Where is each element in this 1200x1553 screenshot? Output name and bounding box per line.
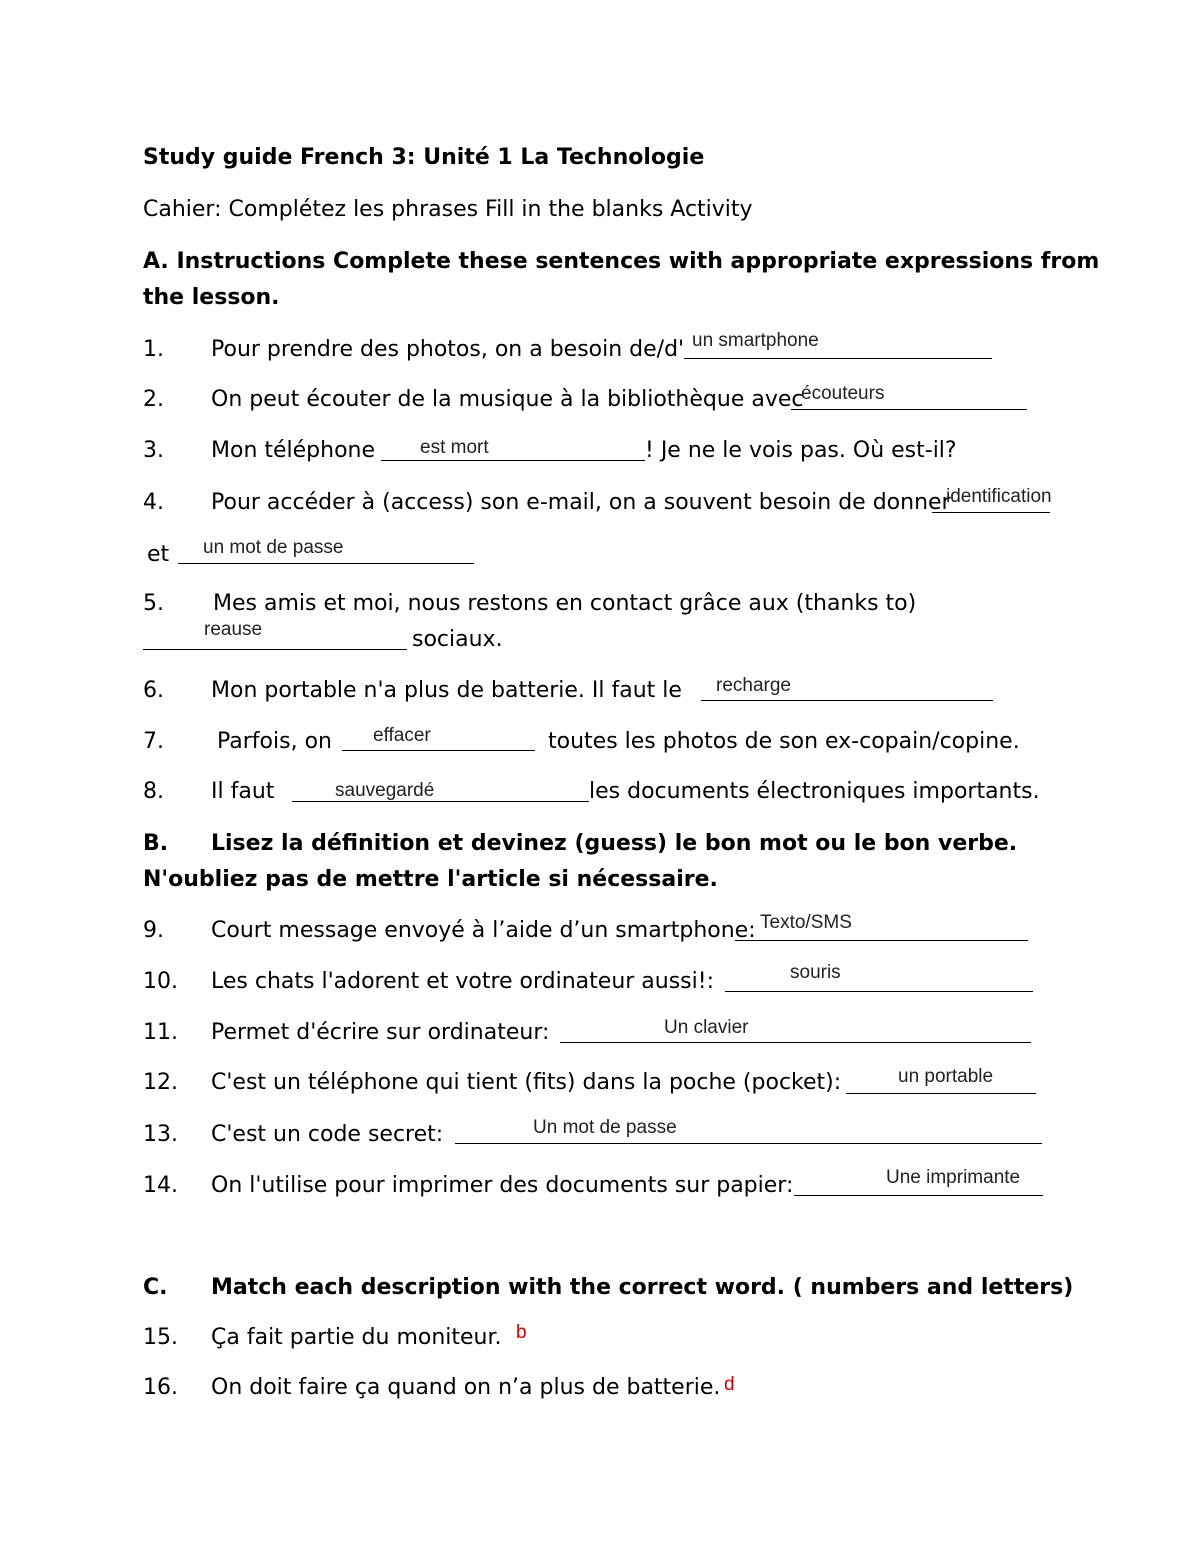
- question-text: Pour prendre des photos, on a besoin de/d': [211, 337, 685, 362]
- answer-blank[interactable]: [143, 649, 407, 650]
- section-b-label: B.: [143, 831, 169, 856]
- answer-field[interactable]: écouteurs: [801, 383, 885, 404]
- answer-blank[interactable]: [701, 700, 993, 701]
- page-title: Study guide French 3: Unité 1 La Technologie: [143, 145, 705, 170]
- answer-blank[interactable]: [178, 563, 474, 564]
- question-text-after: sociaux.: [412, 627, 503, 652]
- answer-blank[interactable]: [932, 512, 1050, 513]
- item-number: 4.: [143, 490, 164, 515]
- answer-field[interactable]: Une imprimante: [886, 1167, 1021, 1188]
- item-number: 10.: [143, 969, 178, 994]
- answer-field[interactable]: souris: [790, 962, 841, 983]
- question-text: Mon portable n'a plus de batterie. Il faut le: [211, 678, 682, 703]
- question-text-after: ! Je ne le vois pas. Où est-il?: [645, 438, 957, 463]
- page-subtitle: Cahier: Complétez les phrases Fill in the blanks Activity: [143, 197, 753, 222]
- question-text-after: les documents électroniques importants.: [589, 779, 1040, 804]
- answer-field[interactable]: un portable: [898, 1066, 994, 1087]
- section-b-instructions-cont: N'oubliez pas de mettre l'article si nécessaire.: [143, 867, 718, 892]
- item-number: 15.: [143, 1325, 178, 1350]
- question-text: Parfois, on: [217, 729, 332, 754]
- item-number: 6.: [143, 678, 164, 703]
- answer-letter[interactable]: d: [724, 1374, 735, 1395]
- answer-field[interactable]: effacer: [373, 725, 431, 746]
- item-number: 2.: [143, 387, 164, 412]
- item-number: 3.: [143, 438, 164, 463]
- item-number: 9.: [143, 918, 164, 943]
- answer-field[interactable]: recharge: [716, 675, 791, 696]
- answer-blank[interactable]: [725, 991, 1033, 992]
- answer-blank[interactable]: [381, 460, 645, 461]
- answer-blank[interactable]: [846, 1093, 1036, 1094]
- question-text: C'est un téléphone qui tient (fits) dans la poche (pocket):: [211, 1070, 842, 1095]
- answer-blank[interactable]: [455, 1143, 1042, 1144]
- item-number: 8.: [143, 779, 164, 804]
- item-number: 11.: [143, 1020, 178, 1045]
- answer-field[interactable]: un mot de passe: [203, 537, 344, 558]
- question-text: Mon téléphone: [211, 438, 376, 463]
- item-number: 5.: [143, 591, 164, 616]
- item-number: 14.: [143, 1173, 178, 1198]
- question-text: Mes amis et moi, nous restons en contact grâce aux (thanks to): [213, 591, 917, 616]
- item-number: 12.: [143, 1070, 178, 1095]
- answer-field[interactable]: reause: [204, 619, 263, 640]
- answer-field[interactable]: est mort: [420, 437, 489, 458]
- item-number: 1.: [143, 337, 164, 362]
- section-b-instructions: Lisez la définition et devinez (guess) le bon mot ou le bon verbe.: [211, 831, 1018, 856]
- question-text: Permet d'écrire sur ordinateur:: [211, 1020, 550, 1045]
- answer-blank[interactable]: [684, 358, 992, 359]
- answer-field[interactable]: sauvegardé: [335, 780, 435, 801]
- question-text: On doit faire ça quand on n’a plus de batterie.: [211, 1375, 721, 1400]
- item-number: 13.: [143, 1122, 178, 1147]
- question-text: On peut écouter de la musique à la bibliothèque avec: [211, 387, 804, 412]
- section-a-instructions: A. Instructions Complete these sentences with appropriate expressions from: [143, 249, 1100, 274]
- answer-field[interactable]: Un clavier: [664, 1017, 749, 1038]
- answer-blank[interactable]: [735, 940, 1028, 941]
- question-text: C'est un code secret:: [211, 1122, 444, 1147]
- answer-field[interactable]: un smartphone: [692, 330, 819, 351]
- answer-field[interactable]: Texto/SMS: [760, 912, 852, 933]
- answer-blank[interactable]: [791, 409, 1027, 410]
- question-text: Ça fait partie du moniteur.: [211, 1325, 502, 1350]
- section-c-instructions: Match each description with the correct word. ( numbers and letters): [211, 1275, 1074, 1300]
- answer-blank[interactable]: [560, 1042, 1031, 1043]
- answer-blank[interactable]: [794, 1195, 1043, 1196]
- answer-field[interactable]: Un mot de passe: [533, 1117, 677, 1138]
- section-c-label: C.: [143, 1275, 168, 1300]
- answer-field[interactable]: identification: [946, 486, 1052, 507]
- question-text: Il faut: [211, 779, 275, 804]
- question-text: Pour accéder à (access) son e-mail, on a souvent besoin de donner: [211, 490, 951, 515]
- answer-blank[interactable]: [342, 750, 535, 751]
- question-text: Court message envoyé à l’aide d’un smartphone:: [211, 918, 756, 943]
- question-text: Les chats l'adorent et votre ordinateur aussi!:: [211, 969, 714, 994]
- item-number: 16.: [143, 1375, 178, 1400]
- item-number: 7.: [143, 729, 164, 754]
- question-text-et: et: [147, 542, 170, 567]
- question-text: On l'utilise pour imprimer des documents sur papier:: [211, 1173, 794, 1198]
- section-a-instructions-cont: the lesson.: [143, 285, 280, 310]
- question-text-after: toutes les photos de son ex-copain/copine.: [548, 729, 1020, 754]
- answer-letter[interactable]: b: [516, 1322, 527, 1343]
